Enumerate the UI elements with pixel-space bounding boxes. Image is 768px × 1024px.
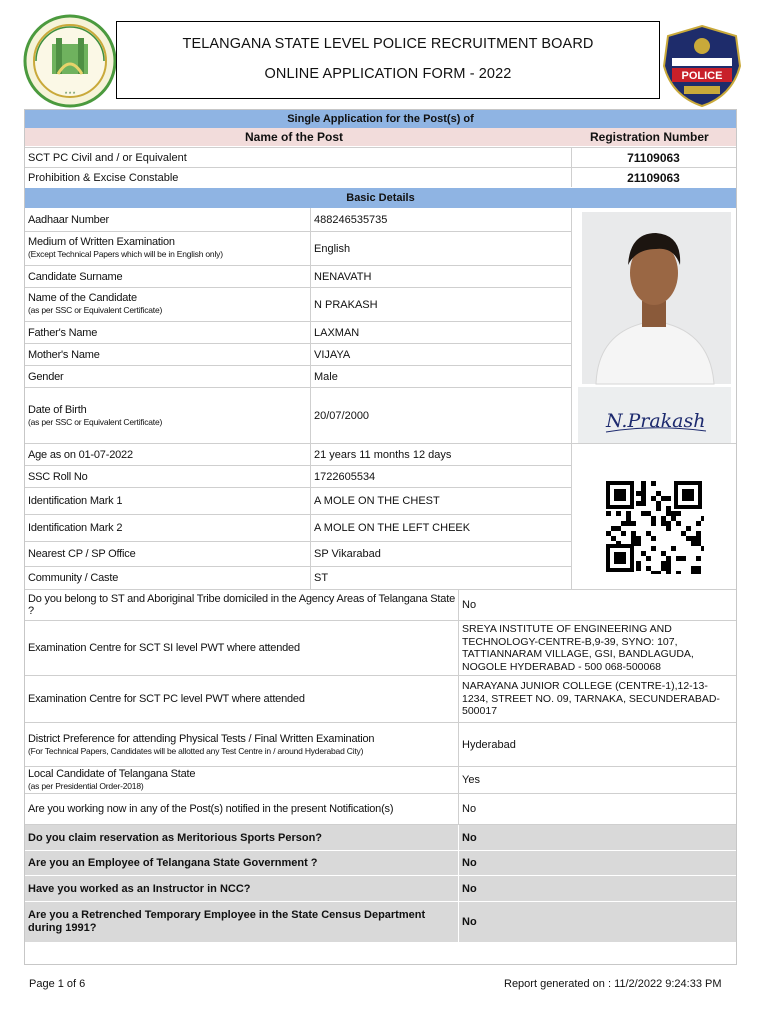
id-mark-1-value: A MOLE ON THE CHEST [314,495,440,507]
page-number: Page 1 of 6 [29,978,86,990]
basic-label: Identification Mark 1 [28,495,123,507]
basic-label: Aadhaar Number [28,214,109,226]
pc-exam-centre-value: NARAYANA JUNIOR COLLEGE (CENTRE-1),12-13-1234, STREET NO. 09, TARNAKA, SECUNDERABAD-500017 [462,680,720,718]
detail-label: District Preference for attending Physical Tests / Final Written Examination (For Technical Papers, Candidates will be allotted any Test Centre in / around Hyderabad City) [28,732,375,756]
detail-label: Local Candidate of Telangana State (as per Presidential Order-2018) [28,768,196,791]
svg-text:POLICE: POLICE [681,70,723,82]
candidate-name-value: N PRAKASH [314,298,378,311]
posts-header-row [25,128,736,146]
age-value: 21 years 11 months 12 days [314,448,452,461]
sports-person-value: No [462,831,477,844]
basic-label: Date of Birth (as per SSC or Equivalent Certificate) [28,403,163,427]
basic-label: Gender [28,370,64,383]
basic-label: Mother's Name [28,348,100,361]
svg-text:* * *: * * * [64,92,76,98]
grey-label: Are you a Retrenched Temporary Employee in the State Census Department during 1991? [28,909,426,934]
detail-label: Examination Centre for SCT PC level PWT where attended [28,693,305,705]
working-now-value: No [462,803,477,815]
report-generated: Report generated on : 11/2/2022 9:24:33 PM [504,978,722,990]
basic-label: Candidate Surname [28,270,123,283]
nearest-office-value: SP Vikarabad [314,548,381,560]
detail-label: Are you working now in any of the Post(s) notified in the present Notification(s) [28,803,394,815]
state-employee-value: No [462,857,477,869]
district-preference-value: Hyderabad [462,738,516,751]
ncc-instructor-value: No [462,882,477,895]
qr-code [604,479,704,574]
father-name-value: LAXMAN [314,326,360,339]
candidate-photo [578,209,731,443]
basic-label: Age as on 01-07-2022 [28,448,133,461]
telangana-emblem-logo [22,14,118,108]
medium-value: English [314,242,351,255]
svg-text:N.Prakash: N.Prakash [606,410,706,432]
post-name-header: Name of the Post [245,130,344,144]
community-value: ST [314,572,329,584]
detail-label: Examination Centre for SCT SI level PWT where attended [28,642,300,654]
police-badge-logo [662,24,742,108]
post-name-2: Prohibition & Excise Constable [28,171,179,184]
basic-label: Identification Mark 2 [28,522,123,534]
basic-label: Community / Caste [28,572,119,584]
registration-number-header: Registration Number [590,130,709,144]
registration-number-1: 71109063 [627,150,680,165]
gender-value: Male [314,370,338,383]
posts-banner: Single Application for the Post(s) of [25,110,736,128]
basic-label: Name of the Candidate (as per SSC or Equivalent Certificate) [28,292,163,315]
basic-label: Medium of Written Examination (Except Technical Papers which will be in English only) [28,236,223,259]
grey-label: Do you claim reservation as Meritorious Sports Person? [28,831,323,844]
surname-value: NENAVATH [314,270,372,283]
basic-label: SSC Roll No [28,470,88,483]
retrenched-employee-value: No [462,916,477,928]
basic-label: Nearest CP / SP Office [28,548,136,560]
grey-label: Are you an Employee of Telangana State Government ? [28,857,318,869]
id-mark-2-value: A MOLE ON THE LEFT CHEEK [314,522,471,534]
detail-label: Do you belong to ST and Aboriginal Tribe domiciled in the Agency Areas of Telangana State ? [28,593,455,617]
registration-number-2: 21109063 [627,170,680,185]
basic-label: Father's Name [28,326,98,339]
dob-value: 20/07/2000 [314,409,370,422]
mother-name-value: VIJAYA [314,348,351,361]
ssc-roll-value: 1722605534 [314,470,376,483]
post-name-1: SCT PC Civil and / or Equivalent [28,151,187,164]
basic-details-banner: Basic Details [25,188,736,208]
form-subtitle: ONLINE APPLICATION FORM - 2022 [264,66,512,82]
st-agency-value: No [462,599,477,611]
title-box [116,21,660,99]
si-exam-centre-value: SREYA INSTITUTE OF ENGINEERING AND TECHNOLOGY-CENTRE-B,9-39, SYNO: 107, TATTIANNARAM VILLAGE, GSI, BANDLAGUDA, NOGOLE HYDERABAD - 500 068-500068 [462,623,694,673]
aadhaar-value: 488246535735 [314,214,388,226]
local-candidate-value: Yes [462,774,480,786]
page-title: TELANGANA STATE LEVEL POLICE RECRUITMENT BOARD [182,36,594,52]
grey-label: Have you worked as an Instructor in NCC? [28,882,251,895]
